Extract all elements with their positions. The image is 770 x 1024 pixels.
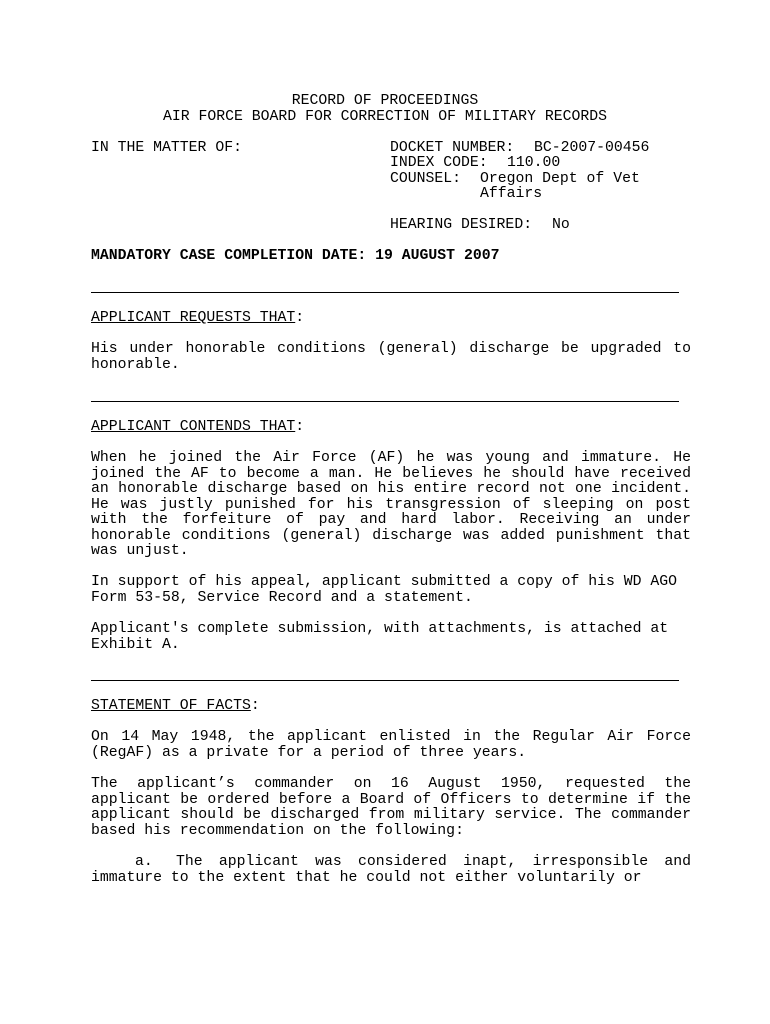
divider <box>91 292 679 293</box>
hearing-label: HEARING DESIRED: <box>390 217 533 233</box>
doc-title: RECORD OF PROCEEDINGS <box>291 93 479 109</box>
contends-heading-text: APPLICANT CONTENDS THAT <box>91 419 296 435</box>
requests-body: His under honorable conditions (general) discharge be upgraded to honorable. <box>91 341 691 373</box>
heading-colon: : <box>295 310 305 326</box>
doc-subtitle: AIR FORCE BOARD FOR CORRECTION OF MILITARY RECORDS <box>163 109 607 125</box>
requests-heading <box>91 311 304 327</box>
facts-heading <box>91 699 260 715</box>
hearing-value: No <box>552 217 570 233</box>
item-a-label: a. <box>135 854 153 870</box>
index-value: 110.00 <box>507 155 561 171</box>
facts-heading-text: STATEMENT OF FACTS <box>91 698 251 714</box>
facts-paragraph-2: The applicant’s commander on 16 August 1950, requested the applicant be ordered before a Board of Officers to determine if the applicant should be discharged from military service. The commander based his recommendation on the following: <box>91 776 691 839</box>
item-a-text: The applicant was considered inapt, irresponsible and immature to the extent that he could not either voluntarily or <box>91 854 691 886</box>
contends-heading <box>91 420 304 436</box>
requests-heading-text: APPLICANT REQUESTS THAT <box>91 310 296 326</box>
facts-paragraph-1: On 14 May 1948, the applicant enlisted in the Regular Air Force (RegAF) as a private for a period of three years. <box>91 729 691 761</box>
matter-label: IN THE MATTER OF: <box>91 140 242 156</box>
index-label: INDEX CODE: <box>390 155 488 171</box>
heading-colon: : <box>295 419 305 435</box>
docket-value: BC-2007-00456 <box>534 140 650 156</box>
contends-paragraph-3: Applicant's complete submission, with attachments, is attached at Exhibit A. <box>91 621 669 653</box>
counsel-label: COUNSEL: <box>390 171 462 187</box>
heading-colon: : <box>250 698 260 714</box>
counsel-value-1: Oregon Dept of Vet <box>480 171 640 187</box>
contends-paragraph-2: In support of his appeal, applicant submitted a copy of his WD AGO Form 53-58, Service Record and a statement. <box>91 574 678 606</box>
docket-label: DOCKET NUMBER: <box>390 140 515 156</box>
contends-paragraph-1: When he joined the Air Force (AF) he was young and immature. He joined the AF to become a man. He believes he should have received an honorable discharge based on his entire record not one incident. He was justly punished for his transgression of sleeping on post with the forfeiture of pay and hard labor. Receiving an under honorable conditions (general) discharge was added punishment that was unjust. <box>91 450 691 559</box>
counsel-value-2: Affairs <box>480 186 543 202</box>
completion-date: MANDATORY CASE COMPLETION DATE: 19 AUGUST 2007 <box>91 248 500 264</box>
divider <box>91 401 679 402</box>
divider <box>91 680 679 681</box>
